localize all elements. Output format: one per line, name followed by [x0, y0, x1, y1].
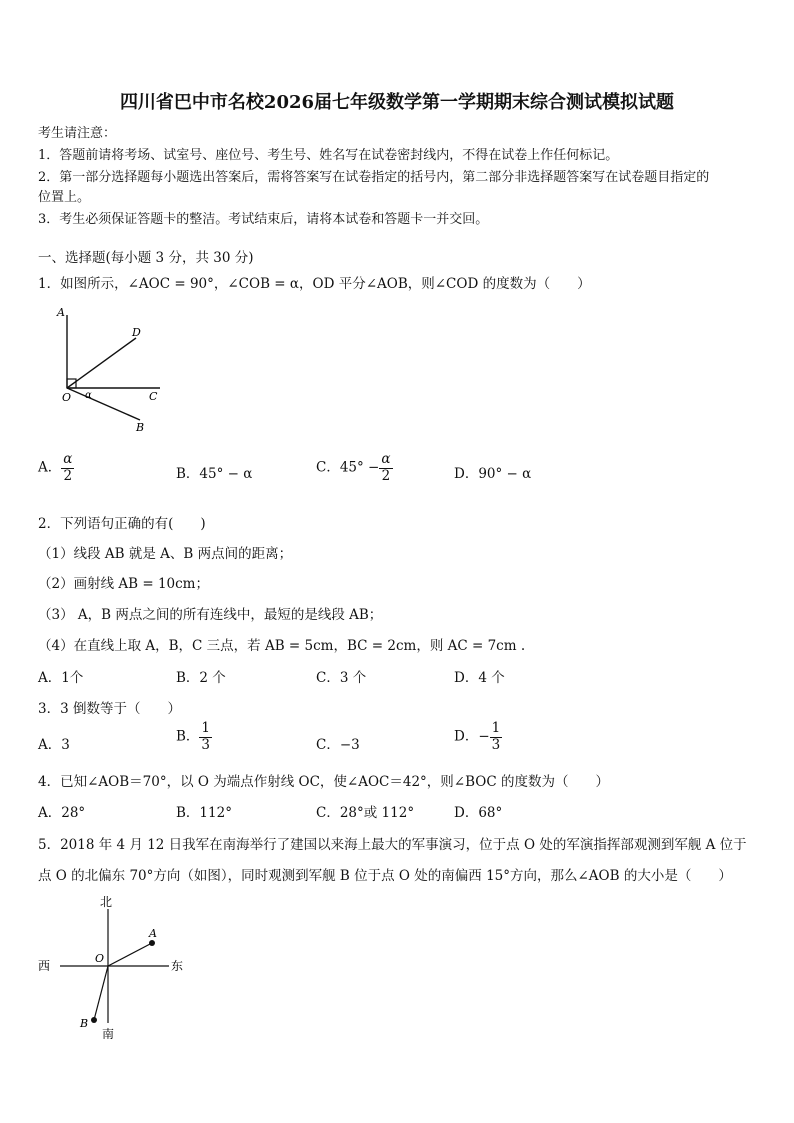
label-o: O: [95, 952, 105, 965]
q5-compass-figure: [34, 893, 194, 1048]
label-c: C: [149, 390, 158, 403]
q2-stem: 2．下列语句正确的有( ): [38, 516, 206, 532]
point-a: [149, 940, 155, 946]
label-b: B: [80, 1017, 89, 1030]
label-south: 南: [102, 1027, 115, 1041]
q4-option-d: D．68°: [454, 805, 503, 821]
q2-line-2: （2）画射线 AB = 10cm；: [38, 576, 209, 592]
ray-od: [67, 338, 136, 388]
q2-option-d: D．4 个: [454, 670, 505, 686]
label-alpha: α: [85, 390, 92, 401]
q3-stem: 3．3 倒数等于（ ）: [38, 701, 181, 717]
q1-option-c: C．45° − $\frac{\alpha}{2}$: [316, 451, 391, 484]
point-b: [91, 1017, 97, 1023]
ray-oa: [108, 943, 152, 966]
q3-option-d: D．− $\frac{1}{3}$: [454, 720, 501, 753]
q2-line-1: （1）线段 AB 就是 A、B 两点间的距离；: [38, 546, 293, 562]
q4-option-b: B．112°: [176, 805, 232, 821]
q3-option-c: C．−3: [316, 737, 360, 753]
ray-ob: [67, 388, 140, 420]
label-a: A: [57, 306, 65, 319]
q1-option-d: D．90° − α: [454, 466, 532, 482]
q4-option-a: A．28°: [38, 805, 86, 821]
q2-line-4: （4）在直线上取 A，B，C 三点，若 AB = 5cm，BC = 2cm，则 AC = 7cm .: [38, 638, 526, 654]
label-west: 西: [38, 959, 51, 973]
label-north: 北: [100, 895, 113, 909]
label-east: 东: [171, 959, 184, 973]
q3-option-a: A．3: [38, 737, 70, 753]
label-d: D: [132, 326, 141, 339]
q2-line-3: （3） A，B 两点之间的所有连线中，最短的是线段 AB；: [38, 607, 383, 623]
q4-stem: 4．已知∠AOB＝70°，以 O 为端点作射线 OC，使∠AOC＝42°，则∠BOC 的度数为（ ）: [38, 774, 609, 790]
ray-ob: [94, 966, 108, 1020]
q1-option-a: A． $\frac{\alpha}{2}$: [38, 451, 73, 484]
notice-item-3: 3．考生必须保证答题卡的整洁。考试结束后，请将本试卷和答题卡一并交回。: [38, 212, 489, 227]
q2-option-c: C．3 个: [316, 670, 367, 686]
label-b: B: [136, 421, 145, 434]
label-o: O: [62, 391, 72, 404]
section-heading: 一、选择题(每小题 3 分，共 30 分): [38, 250, 254, 266]
q2-option-b: B．2 个: [176, 670, 226, 686]
q5-line-1: 5．2018 年 4 月 12 日我军在南海举行了建国以来海上最大的军事演习，位于点 O 处的军演指挥部观测到军舰 A 位于: [38, 837, 747, 853]
q2-option-a: A．1个: [38, 670, 84, 686]
notice-item-2-cont: 位置上。: [38, 190, 91, 205]
q5-line-2: 点 O 的北偏东 70°方向（如图），同时观测到军舰 B 位于点 O 处的南偏西 15°方向，那么∠AOB 的大小是（ ）: [38, 868, 732, 884]
notice-item-2: 2．第一部分选择题每小题选出答案后，需将答案写在试卷指定的括号内，第二部分非选择题答案写在试卷题目指定的: [38, 170, 710, 185]
q1-option-b: B．45° − α: [176, 466, 253, 482]
q1-angle-figure: [50, 300, 180, 440]
notice-item-1: 1．答题前请将考场、试室号、座位号、考生号、姓名写在试卷密封线内，不得在试卷上作任何标记。: [38, 148, 619, 163]
label-a: A: [149, 927, 157, 940]
notice-heading: 考生请注意：: [38, 126, 117, 141]
page-title: 四川省巴中市名校2026届七年级数学第一学期期末综合测试模拟试题: [119, 92, 675, 113]
q4-option-c: C．28°或 112°: [316, 805, 415, 821]
q3-option-b: B． $\frac{1}{3}$: [176, 720, 211, 753]
q1-stem: 1．如图所示，∠AOC = 90°，∠COB = α，OD 平分∠AOB，则∠COD 的度数为（ ）: [38, 276, 591, 292]
